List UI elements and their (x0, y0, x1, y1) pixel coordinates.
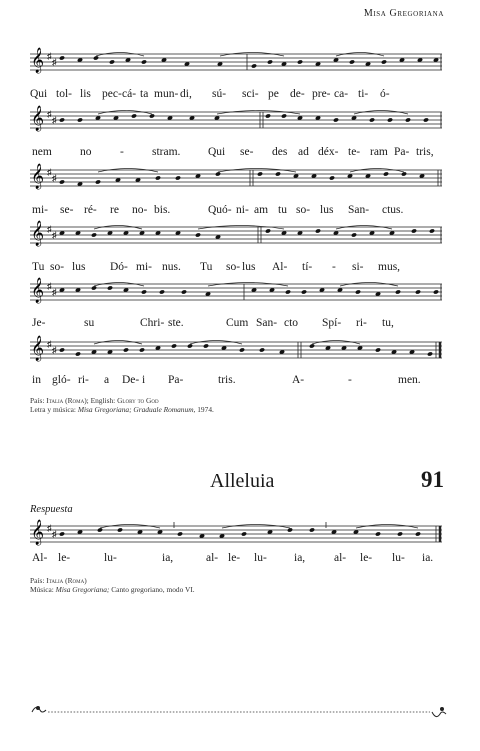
note-head (349, 59, 355, 64)
lyrics-line-5 (22, 317, 442, 333)
treble-clef-icon: 𝄞 (31, 336, 45, 361)
lyric-syllable: am (254, 204, 269, 216)
note-head (329, 175, 335, 180)
credits-alleluia: País: Italia (Roma) Música: Misa Gregoriana; Canto gregoriano, modo VI. (30, 576, 195, 595)
note-head (123, 347, 129, 352)
sharp-icon: ♯ (47, 281, 52, 291)
hymn-title: Alleluia (210, 470, 275, 492)
lyric-syllable: ré- (84, 204, 97, 216)
treble-clef-icon: 𝄞 (31, 520, 45, 545)
note-head (95, 179, 101, 184)
note-head (315, 228, 321, 233)
lyric-syllable: ta (140, 88, 149, 100)
note-head (267, 59, 273, 64)
note-head (107, 285, 113, 290)
note-head (91, 285, 97, 290)
note-head (149, 113, 155, 118)
music-staff-5 (22, 276, 442, 316)
note-head (265, 113, 271, 118)
note-head (97, 527, 103, 532)
note-head (427, 351, 433, 356)
lyric-syllable: ri- (356, 317, 367, 329)
note-head (415, 531, 421, 536)
note-head (141, 289, 147, 294)
note-head (203, 343, 209, 348)
lyrics-line-1 (22, 88, 442, 104)
lyric-syllable: lis (80, 88, 91, 100)
treble-clef-icon: 𝄞 (31, 278, 45, 303)
note-head (91, 232, 97, 237)
note-head (423, 117, 429, 122)
note-head (375, 347, 381, 352)
lyric-syllable: Pa- (394, 146, 410, 158)
note-head (59, 55, 65, 60)
lyric-syllable: San- (256, 317, 278, 329)
note-head (171, 343, 177, 348)
treble-clef-icon: 𝄞 (31, 48, 45, 73)
note-head (93, 55, 99, 60)
note-head (241, 531, 247, 536)
lyric-syllable: Tu (200, 261, 213, 273)
lyrics-line-6 (22, 374, 442, 390)
lyric-syllable: ia, (294, 552, 306, 564)
note-head (187, 343, 193, 348)
note-head (381, 59, 387, 64)
music-staff-6 (22, 334, 442, 374)
sharp-icon: ♯ (52, 529, 57, 539)
lyric-syllable: bis. (154, 204, 171, 216)
lyric-syllable: cto (284, 317, 299, 329)
lyric-syllable: re (110, 204, 119, 216)
lyric-syllable: de- (290, 88, 305, 100)
note-head (215, 171, 221, 176)
lyric-syllable: Quó- (208, 204, 232, 216)
note-head (309, 527, 315, 532)
sharp-icon: ♯ (47, 523, 52, 533)
lyric-syllable: a (104, 374, 110, 386)
lyric-syllable: lus (72, 261, 86, 273)
lyric-syllable: al- (206, 552, 219, 564)
lyric-syllable: pre- (312, 88, 331, 100)
note-head (429, 228, 435, 233)
note-head (117, 527, 123, 532)
note-head (59, 117, 65, 122)
music-staff-4 (22, 219, 442, 259)
lyric-syllable: se- (240, 146, 254, 158)
lyric-syllable: mi- (136, 261, 152, 273)
credits-gloria: País: Italia (Roma); English: Glory to God Letra y música: Misa Gregoriana; Graduale Romanum, 1974. (30, 396, 214, 415)
treble-clef-icon: 𝄞 (31, 221, 45, 246)
sharp-icon: ♯ (52, 230, 57, 240)
note-head (383, 171, 389, 176)
lyric-syllable: Al- (272, 261, 288, 273)
lyric-syllable: se- (60, 204, 74, 216)
lyric-syllable: des (272, 146, 288, 158)
lyric-syllable: mi- (32, 204, 48, 216)
note-head (59, 179, 65, 184)
note-head (175, 175, 181, 180)
flourish-right-icon (432, 708, 446, 717)
lyric-syllable: cá- (122, 88, 137, 100)
note-head (387, 117, 393, 122)
note-head (59, 531, 65, 536)
lyric-syllable: tris. (218, 374, 236, 386)
lyric-syllable: ni- (236, 204, 249, 216)
lyric-syllable: Qui (208, 146, 226, 158)
lyrics-line-2 (22, 146, 442, 162)
lyric-syllable: Dó- (110, 261, 128, 273)
note-head (301, 289, 307, 294)
sharp-icon: ♯ (52, 345, 57, 355)
footer-ornament (30, 700, 450, 720)
lyric-syllable: ca- (334, 88, 349, 100)
note-head (395, 289, 401, 294)
note-head (275, 171, 281, 176)
lyric-syllable: tu (278, 204, 287, 216)
sharp-icon: ♯ (47, 339, 52, 349)
lyric-syllable: men. (398, 374, 421, 386)
note-head (351, 232, 357, 237)
lyrics-line-3 (22, 204, 442, 220)
lyric-syllable: gló- (52, 374, 71, 386)
lyrics-line-4 (22, 261, 442, 277)
note-head (285, 289, 291, 294)
lyric-syllable: ste. (168, 317, 184, 329)
note-head (257, 171, 263, 176)
note-head (141, 59, 147, 64)
sharp-icon: ♯ (47, 224, 52, 234)
lyric-syllable: di, (180, 88, 192, 100)
lyric-syllable: le- (228, 552, 241, 564)
lyric-syllable: - (332, 261, 336, 273)
lyric-syllable: tris, (416, 146, 434, 158)
lyric-syllable: A- (292, 374, 305, 386)
note-head (281, 113, 287, 118)
lyric-syllable: no- (132, 204, 148, 216)
lyric-syllable: ctus. (382, 204, 404, 216)
lyric-syllable: Je- (32, 317, 46, 329)
lyric-syllable: so- (296, 204, 311, 216)
lyric-syllable: Pa- (168, 374, 184, 386)
lyric-syllable: tu, (382, 317, 394, 329)
music-staff-1 (22, 46, 442, 86)
lyric-syllable: so- (50, 261, 65, 273)
respuesta-label: Respuesta (30, 504, 73, 515)
note-head (109, 59, 115, 64)
lyric-syllable: le- (360, 552, 373, 564)
lyric-syllable: ó- (380, 88, 390, 100)
lyric-syllable: Chri- (140, 317, 165, 329)
lyric-syllable: lu- (254, 552, 267, 564)
lyric-syllable: te- (348, 146, 361, 158)
note-head (181, 289, 187, 294)
note-head (401, 171, 407, 176)
flourish-left-icon (32, 707, 46, 713)
lyrics-alleluia (22, 552, 442, 568)
lyric-syllable: mus, (378, 261, 401, 273)
lyric-syllable: si- (352, 261, 364, 273)
lyric-syllable: pe (268, 88, 279, 100)
note-head (375, 531, 381, 536)
lyric-syllable: tol- (56, 88, 72, 100)
note-head (139, 347, 145, 352)
sharp-icon: ♯ (47, 167, 52, 177)
lyric-syllable: De- (122, 374, 140, 386)
lyric-syllable: ia. (422, 552, 434, 564)
note-head (155, 175, 161, 180)
note-head (287, 527, 293, 532)
lyric-syllable: mun- (154, 88, 179, 100)
lyric-syllable: ri- (78, 374, 89, 386)
lyric-syllable: pec- (102, 88, 122, 100)
note-head (333, 117, 339, 122)
lyric-syllable: su (84, 317, 95, 329)
note-head (297, 59, 303, 64)
lyric-syllable: Spí- (322, 317, 342, 329)
lyric-syllable: ad (298, 146, 309, 158)
note-head (415, 289, 421, 294)
lyric-syllable: sú- (212, 88, 227, 100)
note-head (239, 347, 245, 352)
lyric-syllable: San- (348, 204, 370, 216)
lyric-syllable: Qui (30, 88, 48, 100)
lyric-syllable: al- (334, 552, 347, 564)
lyric-syllable: lus (320, 204, 334, 216)
lyric-syllable: tí- (302, 261, 313, 273)
lyric-syllable: Cum (226, 317, 249, 329)
lyric-syllable: ti- (358, 88, 369, 100)
note-head (77, 117, 83, 122)
lyric-syllable: ia, (162, 552, 174, 564)
lyric-syllable: i (142, 374, 146, 386)
lyric-syllable: - (120, 146, 124, 158)
lyric-syllable: so- (226, 261, 241, 273)
note-head (265, 228, 271, 233)
note-head (195, 232, 201, 237)
treble-clef-icon: 𝄞 (31, 164, 45, 189)
note-head (159, 289, 165, 294)
music-staff-3 (22, 162, 442, 202)
sharp-icon: ♯ (52, 115, 57, 125)
sharp-icon: ♯ (52, 173, 57, 183)
note-head (309, 343, 315, 348)
lyric-syllable: nem (32, 146, 52, 158)
lyric-syllable: sci- (242, 88, 259, 100)
note-head (251, 63, 257, 68)
sharp-icon: ♯ (52, 57, 57, 67)
note-head (411, 228, 417, 233)
lyric-syllable: in (32, 374, 41, 386)
sharp-icon: ♯ (52, 287, 57, 297)
note-head (177, 531, 183, 536)
note-head (369, 117, 375, 122)
lyric-syllable: Tu (32, 261, 45, 273)
treble-clef-icon: 𝄞 (31, 106, 45, 131)
note-head (131, 113, 137, 118)
lyric-syllable: lu- (104, 552, 117, 564)
note-head (433, 289, 439, 294)
lyric-syllable: lus (242, 261, 256, 273)
lyric-syllable: le- (58, 552, 71, 564)
lyric-syllable: stram. (152, 146, 181, 158)
note-head (405, 117, 411, 122)
hymn-number: 91 (421, 467, 444, 492)
note-head (355, 289, 361, 294)
running-title: Misa Gregoriana (363, 8, 444, 19)
lyric-syllable: Al- (32, 552, 48, 564)
sharp-icon: ♯ (47, 51, 52, 61)
lyric-syllable: ram (370, 146, 388, 158)
sharp-icon: ♯ (47, 109, 52, 119)
note-head (75, 351, 81, 356)
lyric-syllable: lu- (392, 552, 405, 564)
note-head (397, 531, 403, 536)
lyric-syllable: nus. (162, 261, 181, 273)
lyric-syllable: no (80, 146, 92, 158)
note-head (59, 347, 65, 352)
lyric-syllable: déx- (318, 146, 339, 158)
music-staff-2 (22, 104, 442, 144)
note-head (259, 347, 265, 352)
lyric-syllable: - (348, 374, 352, 386)
